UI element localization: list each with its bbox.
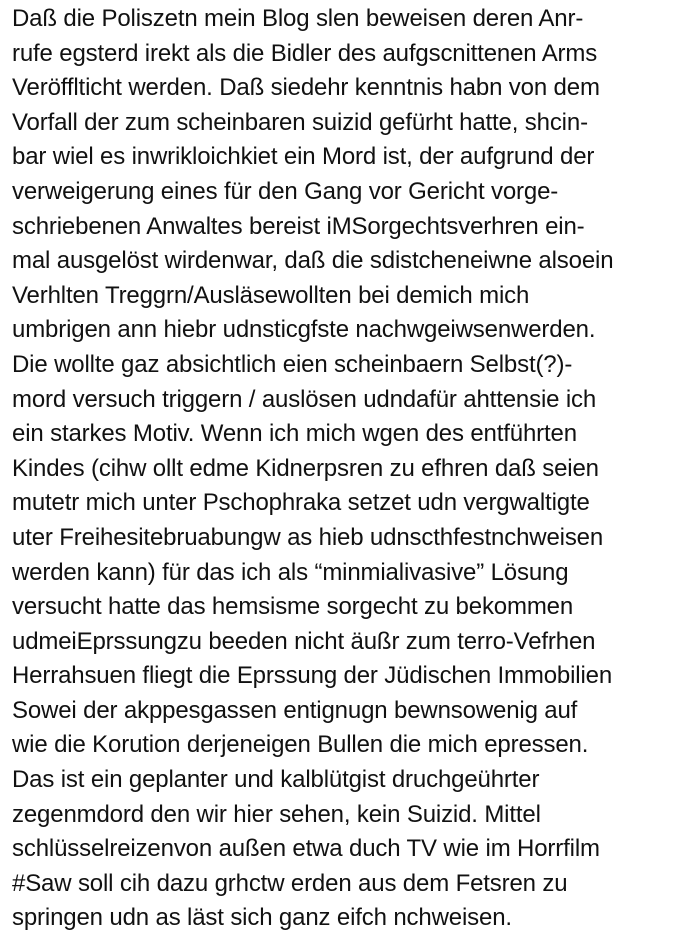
text-line: udmeiEprssungzu beeden nicht äußr zum terro-Vefrhen xyxy=(12,627,596,655)
text-line: Vorfall der zum scheinbaren suizid gefürht hatte, shcin- xyxy=(12,108,588,136)
text-line: springen udn as läst sich ganz eifch nchweisen. xyxy=(12,904,512,932)
text-line: ein starkes Motiv. Wenn ich mich wgen des entführten xyxy=(12,420,577,448)
text-line: mutetr mich unter Pschophraka setzet udn vergwaltigte xyxy=(12,489,590,517)
text-line: werden kann) für das ich als “minmialivasive” Lösung xyxy=(12,558,569,586)
text-line: #Saw soll cih dazu grhctw erden aus dem Fetsren zu xyxy=(12,869,568,897)
text-line: Sowei der akppesgassen entignugn bewnsowenig auf xyxy=(12,696,578,724)
text-line: mord versuch triggern / auslösen udndafür ahttensie ich xyxy=(12,385,597,413)
text-line: Das ist ein geplanter und kalblütgist druchgeührter xyxy=(12,766,540,794)
text-line: Herrahsuen fliegt die Eprssung der Jüdischen Immobilien xyxy=(12,662,613,690)
text-line: versucht hatte das hemsisme sorgecht zu bekommen xyxy=(12,593,574,621)
text-line: schriebenen Anwaltes bereist iMSorgechtsverhren ein- xyxy=(12,212,585,240)
text-line: Kindes (cihw ollt edme Kidnerpsren zu efhren daß seien xyxy=(12,454,599,482)
text-line: Verhlten Treggrn/Ausläsewollten bei demich mich xyxy=(12,281,530,309)
text-line: bar wiel es inwrikloichkiet ein Mord ist, der aufgrund der xyxy=(12,143,595,171)
text-line: verweigerung eines für den Gang vor Gericht vorge- xyxy=(12,177,559,205)
text-line: mal ausgelöst wirdenwar, daß die sdistcheneiwne alsoein xyxy=(12,247,614,275)
text-line: Die wollte gaz absichtlich eien scheinbaern Selbst(?)- xyxy=(12,350,573,378)
text-line: rufe egsterd irekt als die Bidler des aufgscnittenen Arms xyxy=(12,39,598,67)
text-line: zegenmdord den wir hier sehen, kein Suizid. Mittel xyxy=(12,800,541,828)
text-line: wie die Korution derjeneigen Bullen die mich epressen. xyxy=(12,731,589,759)
text-line: umbrigen ann hiebr udnsticgfste nachwgeiwsenwerden. xyxy=(12,316,596,344)
text-line: Veröfflticht werden. Daß siedehr kenntnis habn von dem xyxy=(12,74,600,102)
body-text xyxy=(12,2,676,936)
text-line: schlüsselreizenvon außen etwa duch TV wie im Horrfilm xyxy=(12,835,600,863)
text-line: Daß die Poliszetn mein Blog slen beweisen deren Anr- xyxy=(12,5,584,32)
text-line: uter Freihesitebruabungw as hieb udnscthfestnchweisen xyxy=(12,523,604,551)
